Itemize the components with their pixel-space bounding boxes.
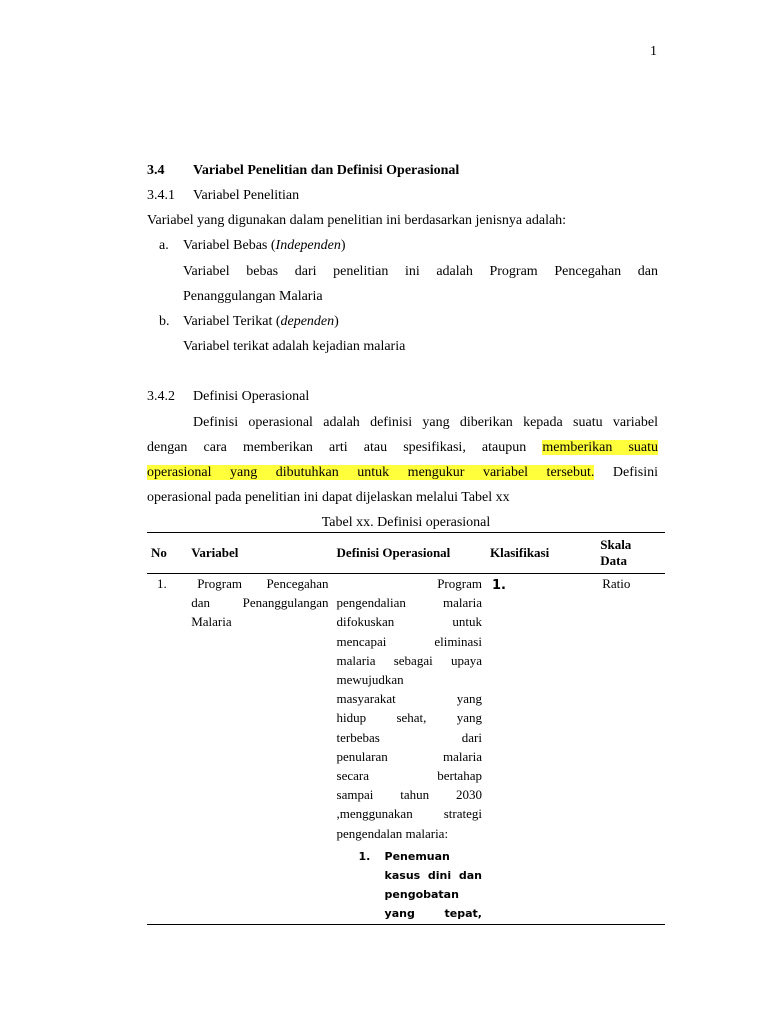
definisi-line: masyarakat yang	[336, 691, 482, 707]
list-marker: a.	[159, 238, 169, 253]
strategy-list-item	[337, 847, 482, 924]
header-no: No	[147, 533, 187, 574]
header-variabel: Variabel	[187, 533, 332, 574]
paragraph-line-3	[147, 465, 658, 481]
header-skala: Skala Data	[596, 533, 665, 574]
subsection-heading-2	[147, 389, 309, 405]
subsection-heading-1	[147, 188, 299, 204]
section-heading	[147, 163, 459, 179]
table-header-row	[147, 533, 665, 574]
strategy-list-number: 1.	[358, 849, 371, 863]
definisi-line: terbebas dari	[336, 729, 482, 745]
cell-klasifikasi: 1.	[491, 578, 506, 593]
subsection-number: 3.4.2	[147, 389, 175, 404]
definisi-line: malaria sebagai upaya	[336, 652, 482, 668]
cell-definisi	[333, 574, 486, 925]
paragraph-text: dengan cara memberikan arti atau spesifikasi, ataupun	[147, 440, 527, 455]
strategy-list-text	[385, 847, 482, 924]
strategy-line: pengobatan	[384, 888, 459, 902]
subsection-title: Definisi Operasional	[193, 389, 310, 404]
cell-variabel	[187, 574, 332, 925]
item-label: Variabel Terikat (	[183, 314, 281, 329]
strategy-line: Penemuan	[384, 849, 450, 863]
item-label: Variabel Bebas (	[183, 238, 276, 253]
definisi-line: secara bertahap	[336, 768, 482, 784]
definisi-line: Program	[437, 576, 482, 591]
definisi-line: pengendalan malaria:	[336, 825, 449, 841]
page-number: 1	[650, 44, 657, 59]
strategy-line: yang tepat,	[384, 907, 482, 921]
list-marker: b.	[159, 314, 170, 329]
paragraph-line-1: Definisi operasional adalah definisi yang diberikan kepada suatu variabel	[193, 415, 658, 430]
section-title: Variabel Penelitian dan Definisi Operasional	[193, 163, 460, 178]
highlighted-text: memberikan suatu	[542, 440, 658, 455]
section-number: 3.4	[147, 163, 165, 178]
item-a-description-line1: Variabel bebas dari penelitian ini adalah Program Pencegahan dan	[183, 264, 658, 279]
item-label-italic: Independen	[275, 238, 341, 253]
definisi-line: hidup sehat, yang	[336, 710, 482, 726]
cell-skala: Ratio	[602, 576, 631, 591]
definisi-line: mencapai eliminasi	[336, 633, 482, 649]
variabel-line: dan Penanggulangan	[191, 595, 329, 611]
header-definisi: Definisi Operasional	[333, 533, 486, 574]
item-label-italic: dependen	[280, 314, 335, 329]
variabel-line: Program Pencegahan	[197, 576, 329, 591]
paragraph-text: Defisini	[612, 465, 658, 480]
paragraph-line-4: operasional pada penelitian ini dapat dijelaskan melalui Tabel xx	[147, 490, 510, 505]
variabel-line: Malaria	[191, 614, 232, 630]
table-row	[147, 574, 665, 925]
intro-text: Variabel yang digunakan dalam penelitian ini berdasarkan jenisnya adalah:	[147, 213, 567, 228]
subsection-number: 3.4.1	[147, 188, 175, 203]
item-label-end: )	[340, 238, 346, 253]
highlighted-text: operasional yang dibutuhkan untuk mengukur variabel tersebut.	[147, 465, 595, 480]
definition-table	[147, 532, 665, 925]
definisi-line: pengendalian malaria	[336, 595, 482, 611]
paragraph-line-2	[147, 440, 658, 456]
item-a-description-line2: Penanggulangan Malaria	[183, 289, 323, 304]
list-item-b	[159, 314, 339, 330]
definisi-line: mewujudkan	[336, 672, 404, 688]
strategy-line: kasus dini dan	[384, 869, 482, 883]
definisi-line: ,menggunakan strategi	[336, 806, 482, 822]
definisi-line: penularan malaria	[336, 748, 482, 764]
cell-no: 1.	[157, 576, 167, 591]
list-item-a	[159, 238, 346, 254]
item-b-description: Variabel terikat adalah kejadian malaria	[183, 339, 406, 354]
subsection-title: Variabel Penelitian	[193, 188, 300, 203]
header-klasifikasi: Klasifikasi	[486, 533, 596, 574]
definisi-line: difokuskan untuk	[336, 614, 482, 630]
table-caption: Tabel xx. Definisi operasional	[321, 515, 491, 530]
definisi-line: sampai tahun 2030	[336, 787, 482, 803]
item-label-end: )	[334, 314, 339, 329]
